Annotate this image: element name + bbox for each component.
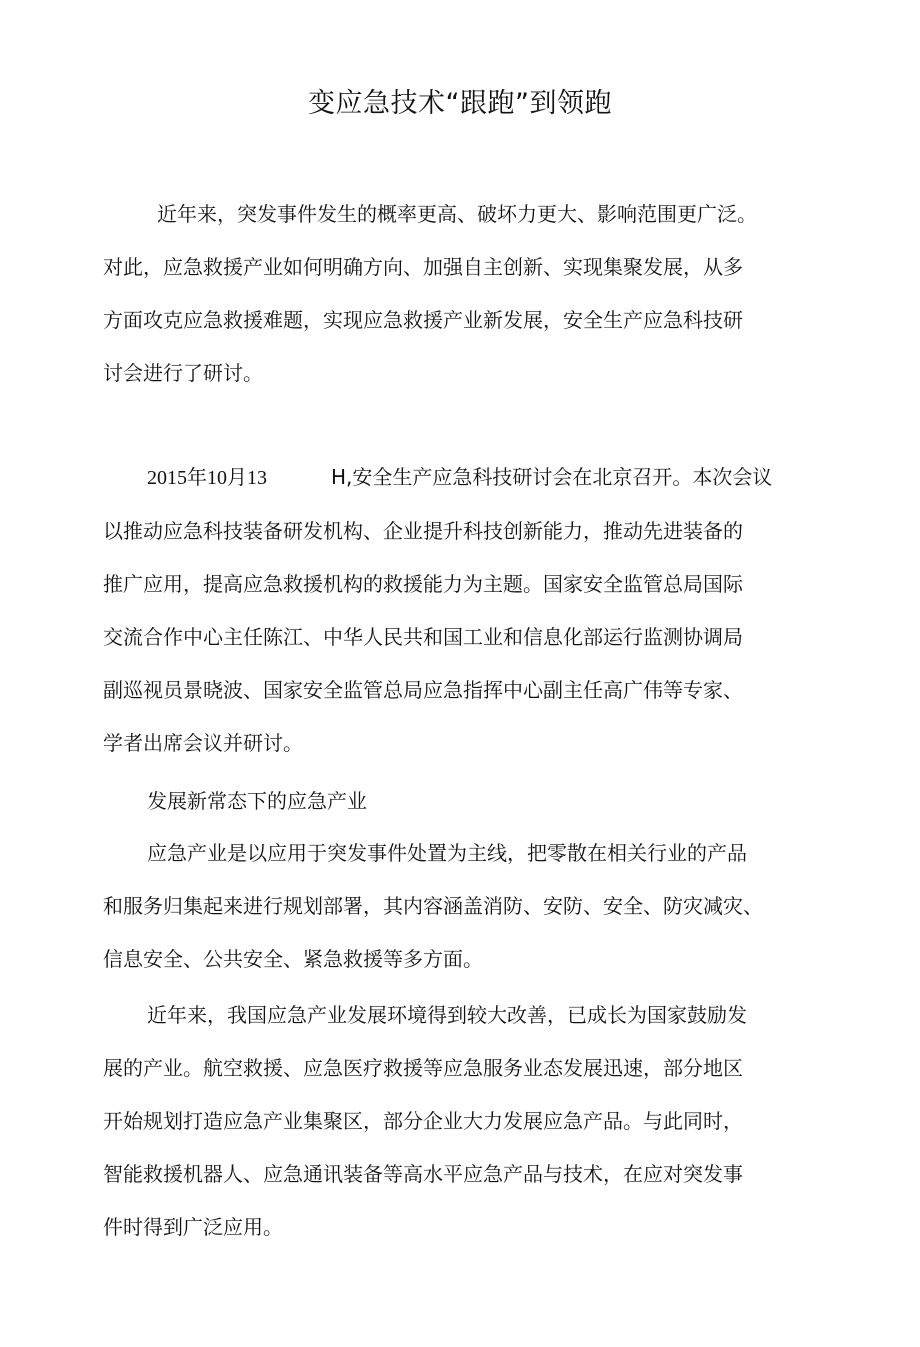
paragraph-industry-development [103, 989, 795, 1254]
paragraph-meeting [103, 451, 795, 770]
date-text: 2015年10月13 [147, 467, 267, 489]
text-line: 和服务归集起来进行规划部署，其内容涵盖消防、安防、安全、防灾减灾、 [103, 894, 763, 918]
text-line: 学者出席会议并研讨。 [103, 731, 303, 755]
text-line-first [103, 451, 795, 505]
text-line: 以推动应急科技装备研发机构、企业提升科技创新能力，推动先进装备的 [103, 519, 743, 543]
text-line: 交流合作中心主任陈江、中华人民共和国工业和信息化部运行监测协调局 [103, 625, 743, 649]
section-heading [103, 775, 795, 828]
text-line: 推广应用，提高应急救援机构的救援能力为主题。国家安全监管总局国际 [103, 572, 743, 596]
text-line-rest: H,安全生产应急科技研讨会在北京召开。本次会议 [331, 465, 773, 489]
text-line: 智能救援机器人、应急通讯装备等高水平应急产品与技术，在应对突发事 [103, 1162, 743, 1186]
page-title: 变应急技术“跟跑”到领跑 [308, 88, 612, 119]
text-line: 发展新常态下的应急产业 [147, 789, 367, 813]
text-line: 展的产业。航空救援、应急医疗救援等应急服务业态发展迅速，部分地区 [103, 1056, 743, 1080]
text-line: 近年来，突发事件发生的概率更高、破坏力更大、影响范围更广泛。 [157, 202, 757, 226]
text-line: 方面攻克应急救援难题，实现应急救援产业新发展，安全生产应急科技研 [103, 308, 743, 332]
paragraph-intro [103, 188, 795, 400]
text-line: 对此，应急救援产业如何明确方向、加强自主创新、实现集聚发展，从多 [103, 255, 743, 279]
paragraph-industry-definition [103, 827, 795, 986]
text-line: 开始规划打造应急产业集聚区，部分企业大力发展应急产品。与此同时， [103, 1109, 743, 1133]
text-line: 副巡视员景晓波、国家安全监管总局应急指挥中心副主任高广伟等专家、 [103, 678, 743, 702]
text-line: 讨会进行了研讨。 [103, 361, 263, 385]
text-line: 近年来，我国应急产业发展环境得到较大改善，已成长为国家鼓励发 [147, 1003, 747, 1027]
text-line: 件时得到广泛应用。 [103, 1215, 283, 1239]
text-line: 信息安全、公共安全、紧急救援等多方面。 [103, 947, 483, 971]
text-line: 应急产业是以应用于突发事件处置为主线，把零散在相关行业的产品 [147, 841, 747, 865]
